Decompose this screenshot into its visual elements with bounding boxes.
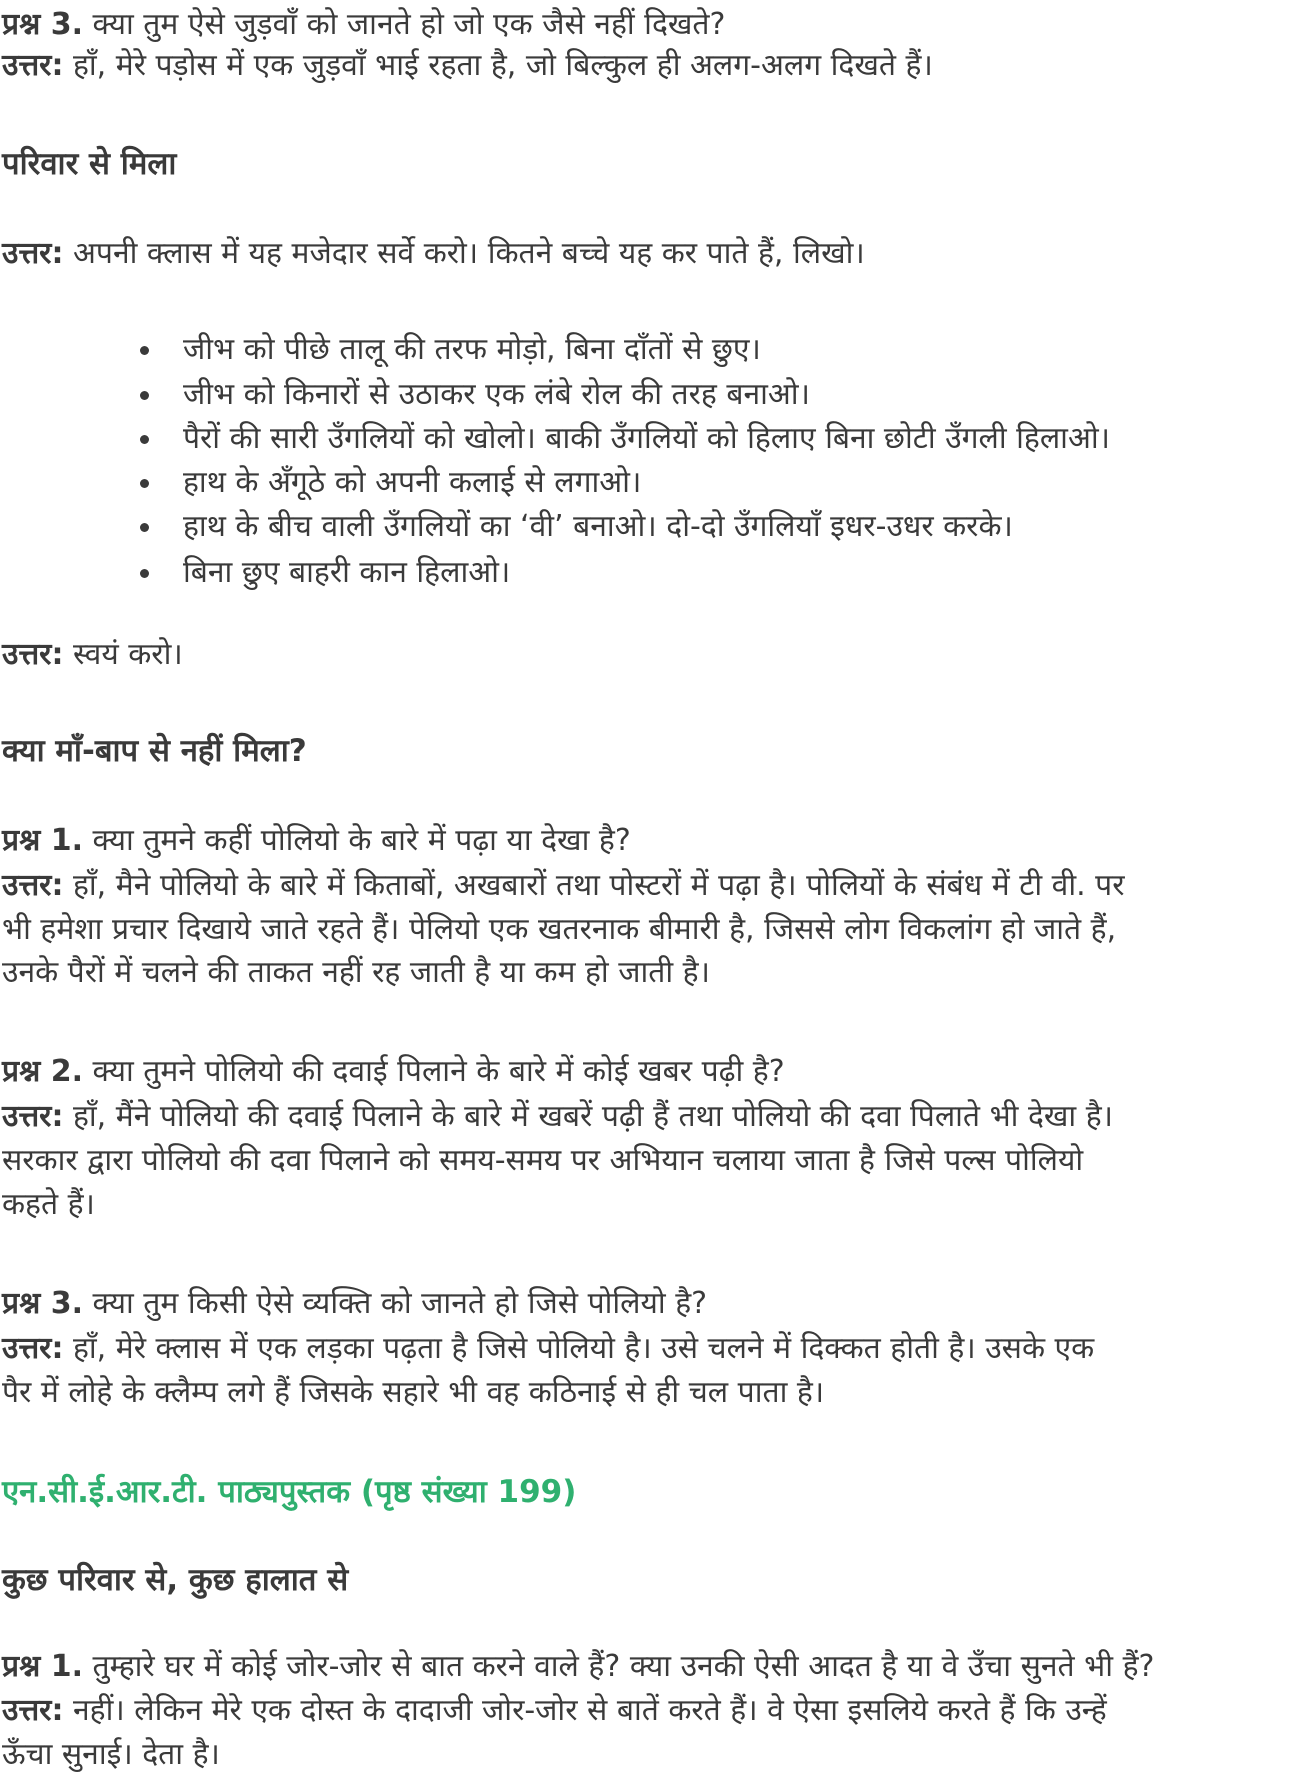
answer-text: स्वयं करो। bbox=[72, 637, 183, 672]
list-item bbox=[140, 461, 641, 505]
question-label: प्रश्न 2. bbox=[2, 1054, 83, 1089]
answer-line bbox=[2, 232, 865, 276]
section-heading: परिवार से मिला bbox=[2, 146, 177, 182]
answer-text: उनके पैरों में चलने की ताकत नहीं रह जाती है या कम हो जाती है। bbox=[2, 955, 710, 990]
answer-text: भी हमेशा प्रचार दिखाये जाते रहते हैं। पेलियो एक खतरनाक बीमारी है, जिससे लोग विकलांग हो जाते हैं, bbox=[2, 912, 1117, 947]
answer-text: ऊँचा सुनाई। देता है। bbox=[2, 1737, 220, 1772]
list-item bbox=[140, 505, 1013, 549]
question-text: क्या तुम ऐसे जुड़वाँ को जानते हो जो एक जैसे नहीं दिखते? bbox=[92, 7, 726, 42]
list-item-text: बिना छुए बाहरी कान हिलाओ। bbox=[183, 555, 511, 590]
list-item-text: जीभ को किनारों से उठाकर एक लंबे रोल की तरह बनाओ। bbox=[183, 377, 810, 412]
section-heading: कुछ परिवार से, कुछ हालात से bbox=[2, 1562, 349, 1598]
list-item-text: हाथ के बीच वाली उँगलियों का ‘वी’ बनाओ। दो-दो उँगलियाँ इधर-उधर करके। bbox=[183, 509, 1013, 544]
question-line bbox=[2, 819, 631, 863]
answer-text: हाँ, मेरे पड़ोस में एक जुड़वाँ भाई रहता है, जो बिल्कुल ही अलग-अलग दिखते हैं। bbox=[72, 48, 933, 83]
answer-text: हाँ, मैंने पोलियो की दवाई पिलाने के बारे में खबरें पढ़ी हैं तथा पोलियो की दवा पिलाते भी देखा है। bbox=[72, 1099, 1114, 1134]
question-line bbox=[2, 1050, 785, 1094]
question-text: क्या तुम किसी ऐसे व्यक्ति को जानते हो जिसे पोलियो है? bbox=[92, 1286, 708, 1321]
answer-text: सरकार द्वारा पोलियो की दवा पिलाने को समय-समय पर अभियान चलाया जाता है जिसे पल्स पोलियो bbox=[2, 1143, 1084, 1178]
answer-label: उत्तर: bbox=[2, 236, 64, 271]
list-item bbox=[140, 328, 761, 372]
question-line bbox=[2, 1645, 1154, 1689]
answer-label: उत्तर: bbox=[2, 637, 64, 672]
answer-label: उत्तर: bbox=[2, 1331, 64, 1366]
answer-line bbox=[2, 44, 933, 88]
answer-text: नहीं। लेकिन मेरे एक दोस्त के दादाजी जोर-जोर से बातें करते हैं। वे ऐसा इसलिये करते हैं कि उन्हें bbox=[72, 1693, 1107, 1728]
bullet-icon bbox=[140, 391, 149, 400]
source-heading: एन.सी.ई.आर.टी. पाठ्यपुस्तक (पृष्ठ संख्या 199) bbox=[2, 1474, 577, 1510]
question-text: क्या तुमने कहीं पोलियो के बारे में पढ़ा या देखा है? bbox=[92, 823, 631, 858]
bullet-icon bbox=[140, 569, 149, 578]
question-label: प्रश्न 3. bbox=[2, 1286, 83, 1321]
answer-line bbox=[2, 1095, 1113, 1139]
list-item bbox=[140, 373, 810, 417]
section-heading: क्या माँ-बाप से नहीं मिला? bbox=[2, 733, 307, 769]
bullet-icon bbox=[140, 435, 149, 444]
question-text: क्या तुमने पोलियो की दवाई पिलाने के बारे में कोई खबर पढ़ी है? bbox=[92, 1054, 785, 1089]
answer-text: अपनी क्लास में यह मजेदार सर्वे करो। कितने बच्चे यह कर पाते हैं, लिखो। bbox=[72, 236, 865, 271]
answer-line bbox=[2, 1689, 1107, 1733]
question-label: प्रश्न 1. bbox=[2, 823, 83, 858]
answer-text: कहते हैं। bbox=[2, 1187, 95, 1222]
answer-line bbox=[2, 633, 183, 677]
question-label: प्रश्न 3. bbox=[2, 7, 83, 42]
question-line bbox=[2, 3, 725, 47]
bullet-icon bbox=[140, 523, 149, 532]
answer-text: हाँ, मेरे क्लास में एक लड़का पढ़ता है जिसे पोलियो है। उसे चलने में दिक्कत होती है। उसके एक bbox=[72, 1331, 1095, 1366]
question-label: प्रश्न 1. bbox=[2, 1649, 83, 1684]
bullet-icon bbox=[140, 346, 149, 355]
question-line bbox=[2, 1282, 707, 1326]
list-item bbox=[140, 551, 510, 595]
list-item-text: पैरों की सारी उँगलियों को खोलो। बाकी उँगलियों को हिलाए बिना छोटी उँगली हिलाओ। bbox=[183, 421, 1111, 456]
list-item-text: जीभ को पीछे तालू की तरफ मोड़ो, बिना दाँतों से छुए। bbox=[183, 332, 761, 367]
answer-label: उत्तर: bbox=[2, 1099, 64, 1134]
answer-label: उत्तर: bbox=[2, 48, 64, 83]
question-text: तुम्हारे घर में कोई जोर-जोर से बात करने वाले हैं? क्या उनकी ऐसी आदत है या वे उँचा सुनते भी हैं? bbox=[92, 1649, 1155, 1684]
answer-label: उत्तर: bbox=[2, 1693, 64, 1728]
list-item bbox=[140, 417, 1110, 461]
answer-text: पैर में लोहे के क्लैम्प लगे हैं जिसके सहारे भी वह कठिनाई से ही चल पाता है। bbox=[2, 1375, 825, 1410]
list-item-text: हाथ के अँगूठे को अपनी कलाई से लगाओ। bbox=[183, 465, 642, 500]
answer-line bbox=[2, 864, 1125, 908]
answer-label: उत्तर: bbox=[2, 868, 64, 903]
answer-line bbox=[2, 1327, 1094, 1371]
answer-text: हाँ, मैने पोलियो के बारे में किताबों, अखबारों तथा पोस्टरों में पढ़ा है। पोलियों के संबंध में टी वी. पर bbox=[72, 868, 1125, 903]
bullet-icon bbox=[140, 479, 149, 488]
